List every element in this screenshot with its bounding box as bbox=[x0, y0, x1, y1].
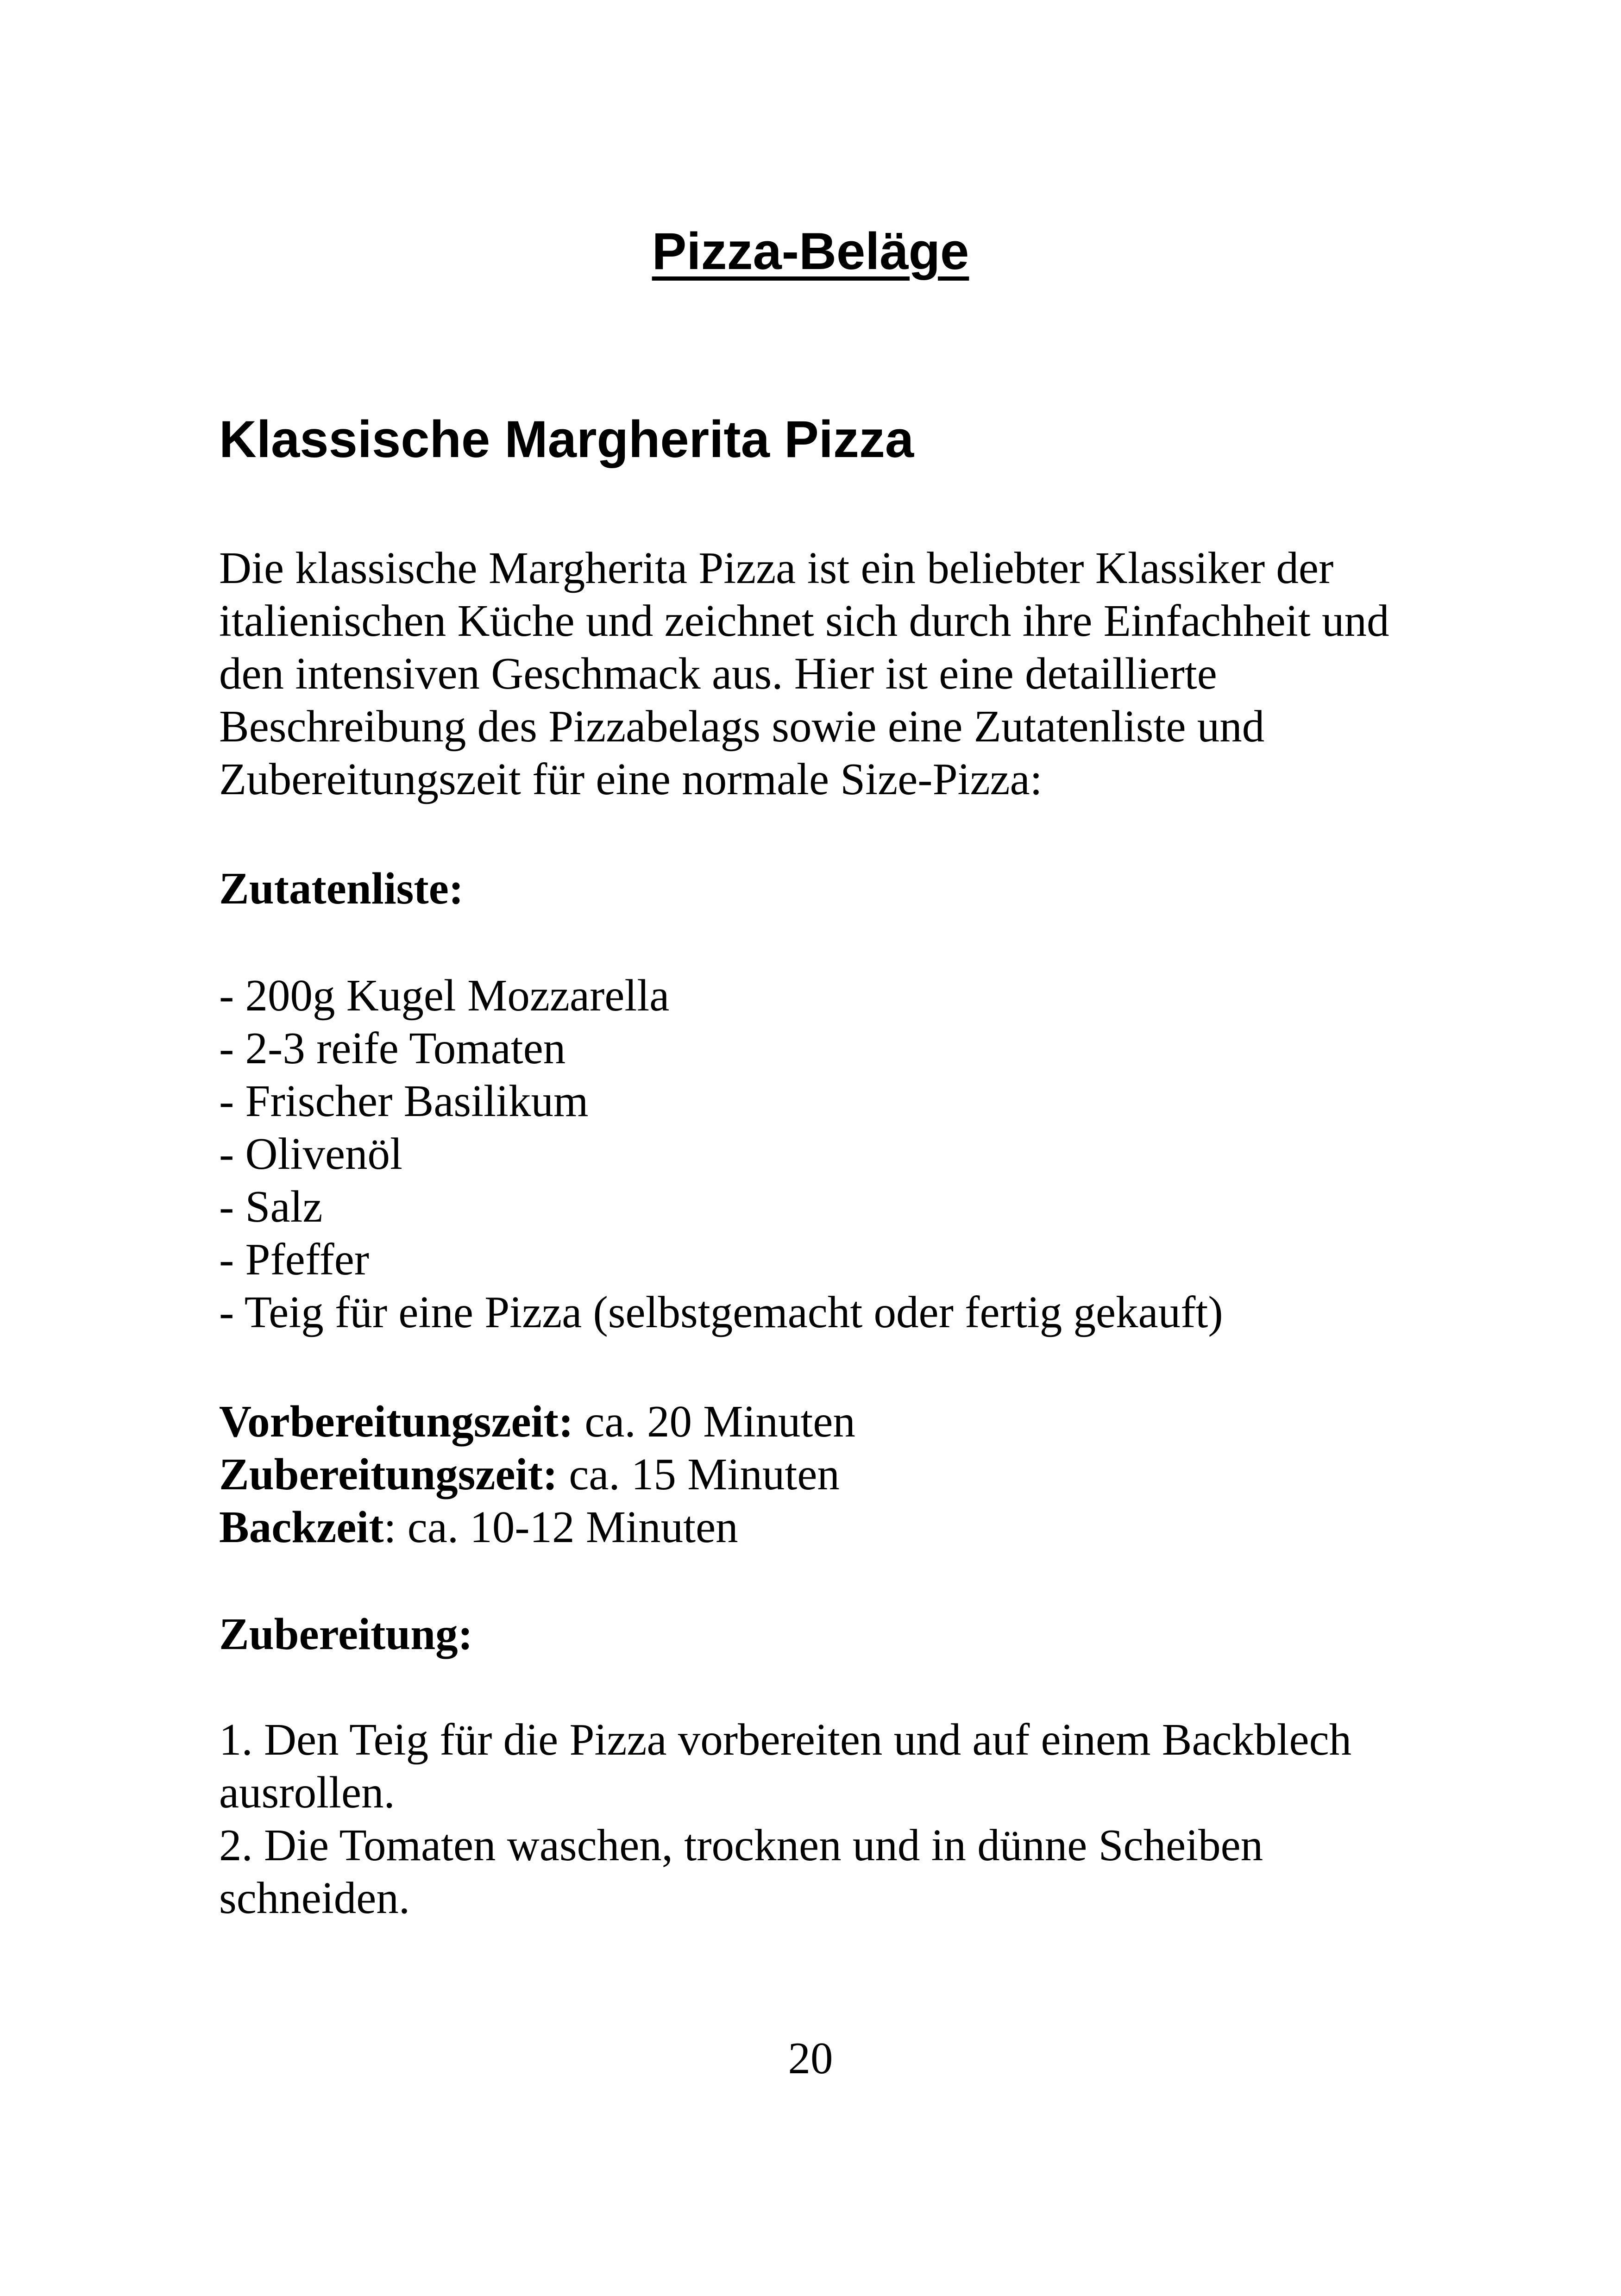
bake-time-label: Backzeit bbox=[219, 1502, 384, 1552]
steps-list bbox=[219, 1713, 1423, 1925]
ingredient-item: - Salz bbox=[219, 1182, 323, 1231]
steps-heading: Zubereitung: bbox=[219, 1609, 473, 1659]
recipe-intro: Die klassische Margherita Pizza ist ein beliebter Klassiker der italienischen Küche und zeichnet sich durch ihre Einfachheit und den intensiven Geschmack aus. Hier ist eine detaillierte Beschreibung des Pizzabelags sowie eine Zutatenliste und Zubereitungszeit für eine normale Size-Pizza: bbox=[219, 543, 1389, 804]
prep-time-value: ca. 20 Minuten bbox=[573, 1397, 855, 1446]
ingredients-list bbox=[219, 969, 1423, 1339]
ingredient-item: - Frischer Basilikum bbox=[219, 1076, 589, 1126]
ingredient-item: - Pfeffer bbox=[219, 1235, 370, 1284]
ingredient-item: - 200g Kugel Mozzarella bbox=[219, 971, 670, 1020]
cook-time-label: Zubereitungszeit: bbox=[219, 1449, 558, 1499]
ingredients-heading: Zutatenliste: bbox=[219, 864, 464, 913]
prep-time-label: Vorbereitungszeit: bbox=[219, 1397, 574, 1446]
ingredient-item: - Olivenöl bbox=[219, 1129, 403, 1179]
ingredient-item: - 2-3 reife Tomaten bbox=[219, 1023, 566, 1073]
bake-time-value: : ca. 10-12 Minuten bbox=[383, 1502, 738, 1552]
prep-time bbox=[219, 1395, 1423, 1448]
step-item: 2. Die Tomaten waschen, trocknen und in dünne Scheiben schneiden. bbox=[219, 1820, 1263, 1923]
step-item: 1. Den Teig für die Pizza vorbereiten und auf einem Backblech ausrollen. bbox=[219, 1715, 1352, 1817]
recipe-title: Klassische Margherita Pizza bbox=[219, 410, 914, 468]
cook-time-value: ca. 15 Minuten bbox=[558, 1449, 840, 1499]
chapter-title-text: Pizza-Beläge bbox=[652, 222, 969, 280]
ingredient-item: - Teig für eine Pizza (selbstgemacht oder fertig gekauft) bbox=[219, 1287, 1223, 1337]
chapter-title bbox=[0, 221, 1621, 282]
cook-time bbox=[219, 1448, 1423, 1501]
bake-time bbox=[219, 1501, 1423, 1554]
time-info bbox=[219, 1395, 1423, 1554]
page-number: 20 bbox=[788, 2033, 833, 2083]
